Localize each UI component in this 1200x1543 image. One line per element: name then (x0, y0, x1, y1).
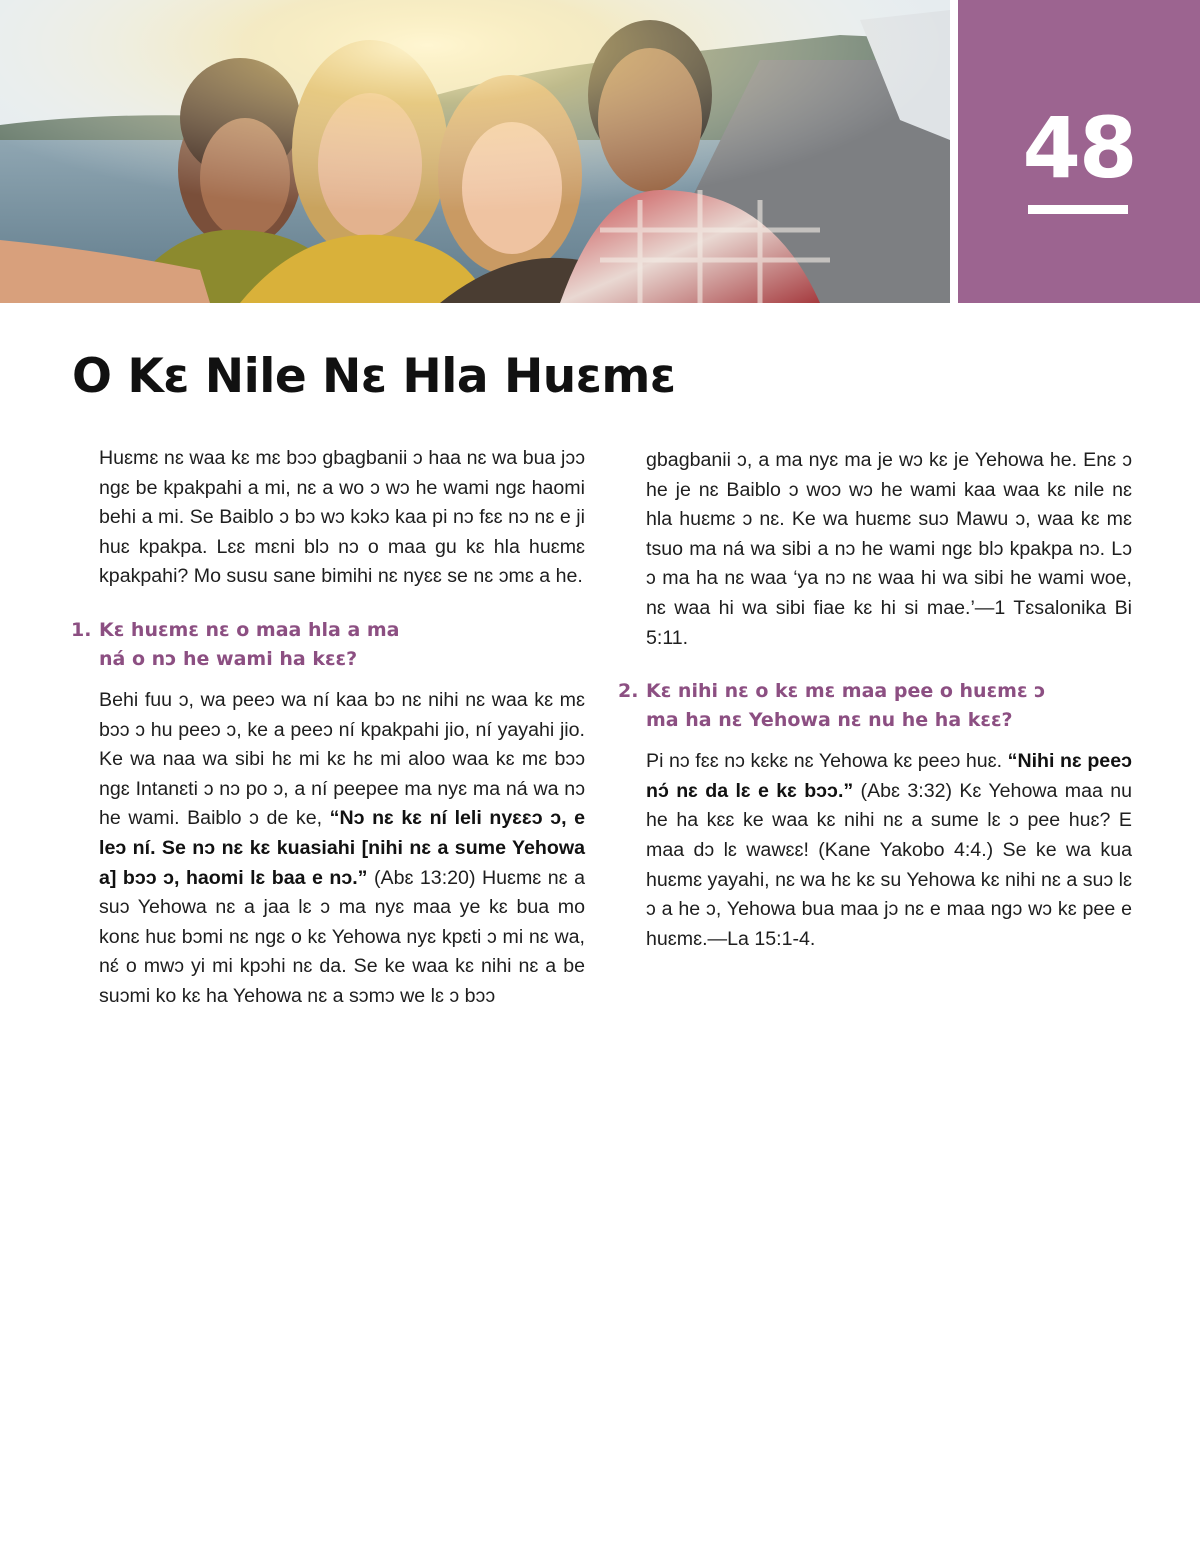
left-column (71, 444, 586, 1012)
section-1-paragraph (99, 686, 585, 1012)
photo-illustration (0, 0, 950, 303)
scripture-quote: “Nihi nɛ peeɔ nɔ́ nɛ da lɛ e kɛ bɔɔ.” (646, 750, 1132, 802)
section-1-continuation: gbagbanii ɔ, a ma nyɛ ma je wɔ kɛ je Yehowa he. Enɛ ɔ he je nɛ Baiblo ɔ woɔ wɔ he wami kaa waa kɛ nile nɛ hla huɛmɛ ɔ nɛ. Ke wa huɛmɛ suɔ Mawu ɔ, waa kɛ mɛ tsuo ma ná wa sibi a nɔ he wami ngɛ blɔ kpakpa nɔ. Lɔ ɔ ma ha nɛ waa ‘ya nɔ nɛ waa hi wa sibi he wami woe, nɛ waa hi wa sibi fiae kɛ hi si mae.’—1 Tɛsalonika Bi 5:11. (646, 449, 1132, 649)
body-text: (Abɛ 13:20) Huɛmɛ nɛ a suɔ Yehowa nɛ a jaa lɛ ɔ ma nyɛ maa ye kɛ bua mo konɛ huɛ bɔmi nɛ ngɛ o kɛ Yehowa nyɛ kpɛti ɔ mi nɛ wa, nɛ́ o mwɔ yi mi kpɔhi nɛ da. Se ke waa kɛ nihi nɛ a be suɔmi ko kɛ ha Yehowa nɛ a sɔmɔ we lɛ ɔ bɔɔ (99, 866, 585, 1007)
question-number: 1. (71, 618, 92, 641)
question-number: 2. (618, 680, 639, 703)
intro-paragraph: Huɛmɛ nɛ waa kɛ mɛ bɔɔ gbagbanii ɔ haa nɛ wa bua jɔɔ ngɛ be kpakpahi a mi, nɛ a wo ɔ wɔ he wami ngɛ haomi behi a mi. Se Baiblo ɔ bɔ wɔ kɔkɔ kaa pi nɔ fɛɛ nɔ nɛ e ji huɛ kpakpa. Lɛɛ mɛni blɔ nɔ o maa gu kɛ hla huɛmɛ kpakpahi? Mo susu sane bimihi nɛ nyɛɛ se nɛ ɔmɛ a he. (99, 447, 585, 588)
question-line: ná o nɔ he wami ha kɛɛ? (99, 647, 358, 670)
header-photo (0, 0, 950, 303)
question-line: Kɛ nihi nɛ o kɛ mɛ maa pee o huɛmɛ ɔ (646, 680, 1046, 703)
question-1 (71, 616, 585, 674)
body-text: Pi nɔ fɛɛ nɔ kɛkɛ nɛ Yehowa kɛ peeɔ huɛ. (646, 750, 1008, 773)
lesson-number-underline (1028, 205, 1128, 214)
lesson-number: 48 (1022, 99, 1136, 197)
body-text: Behi fuu ɔ, wa peeɔ wa ní kaa bɔ nɛ nihi nɛ waa kɛ mɛ bɔɔ ɔ hu peeɔ ɔ, ke a peeɔ ní kpakpahi jio, ní yayahi jio. Ke wa naa wa sibi hɛ mi kɛ hɛ mi aloo waa kɛ mɛ bɔɔ ngɛ Intanɛti ɔ nɔ po ɔ, a ní peepee ma nyɛ ma ná wa nɔ he wami. Baiblo ɔ de ke, (99, 688, 585, 830)
question-2 (618, 677, 1132, 735)
page-title: O Kɛ Nile Nɛ Hla Huɛmɛ (72, 349, 676, 404)
body-text: (Abɛ 3:32) Kɛ Yehowa maa nu he ha kɛɛ ke waa kɛ nihi nɛ a sume lɛ ɔ pee huɛ? E maa dɔ lɛ wawɛɛ! (Kane Yakobo 4:4.) Se ke wa kua huɛmɛ yayahi, nɛ wa hɛ kɛ su Yehowa kɛ nihi nɛ a suɔ lɛ ɔ a he ɔ, Yehowa bua maa jɔ nɛ e maa ngɔ wɔ kɛ pee e huɛmɛ.—La 15:1-4. (646, 779, 1132, 950)
scripture-quote: “Nɔ nɛ kɛ ní leli nyɛɛɔ ɔ, e leɔ ní. Se nɔ nɛ kɛ kuasiahi [nihi nɛ a sume Yehowa a] bɔɔ ɔ, haomi lɛ baa e nɔ.” (99, 807, 586, 889)
section-2-paragraph (646, 747, 1132, 954)
lesson-number-box (958, 0, 1200, 303)
question-line: ma ha nɛ Yehowa nɛ nu he ha kɛɛ? (646, 709, 1013, 732)
right-column (618, 446, 1132, 954)
question-line: Kɛ huɛmɛ nɛ o maa hla a ma (99, 618, 400, 641)
